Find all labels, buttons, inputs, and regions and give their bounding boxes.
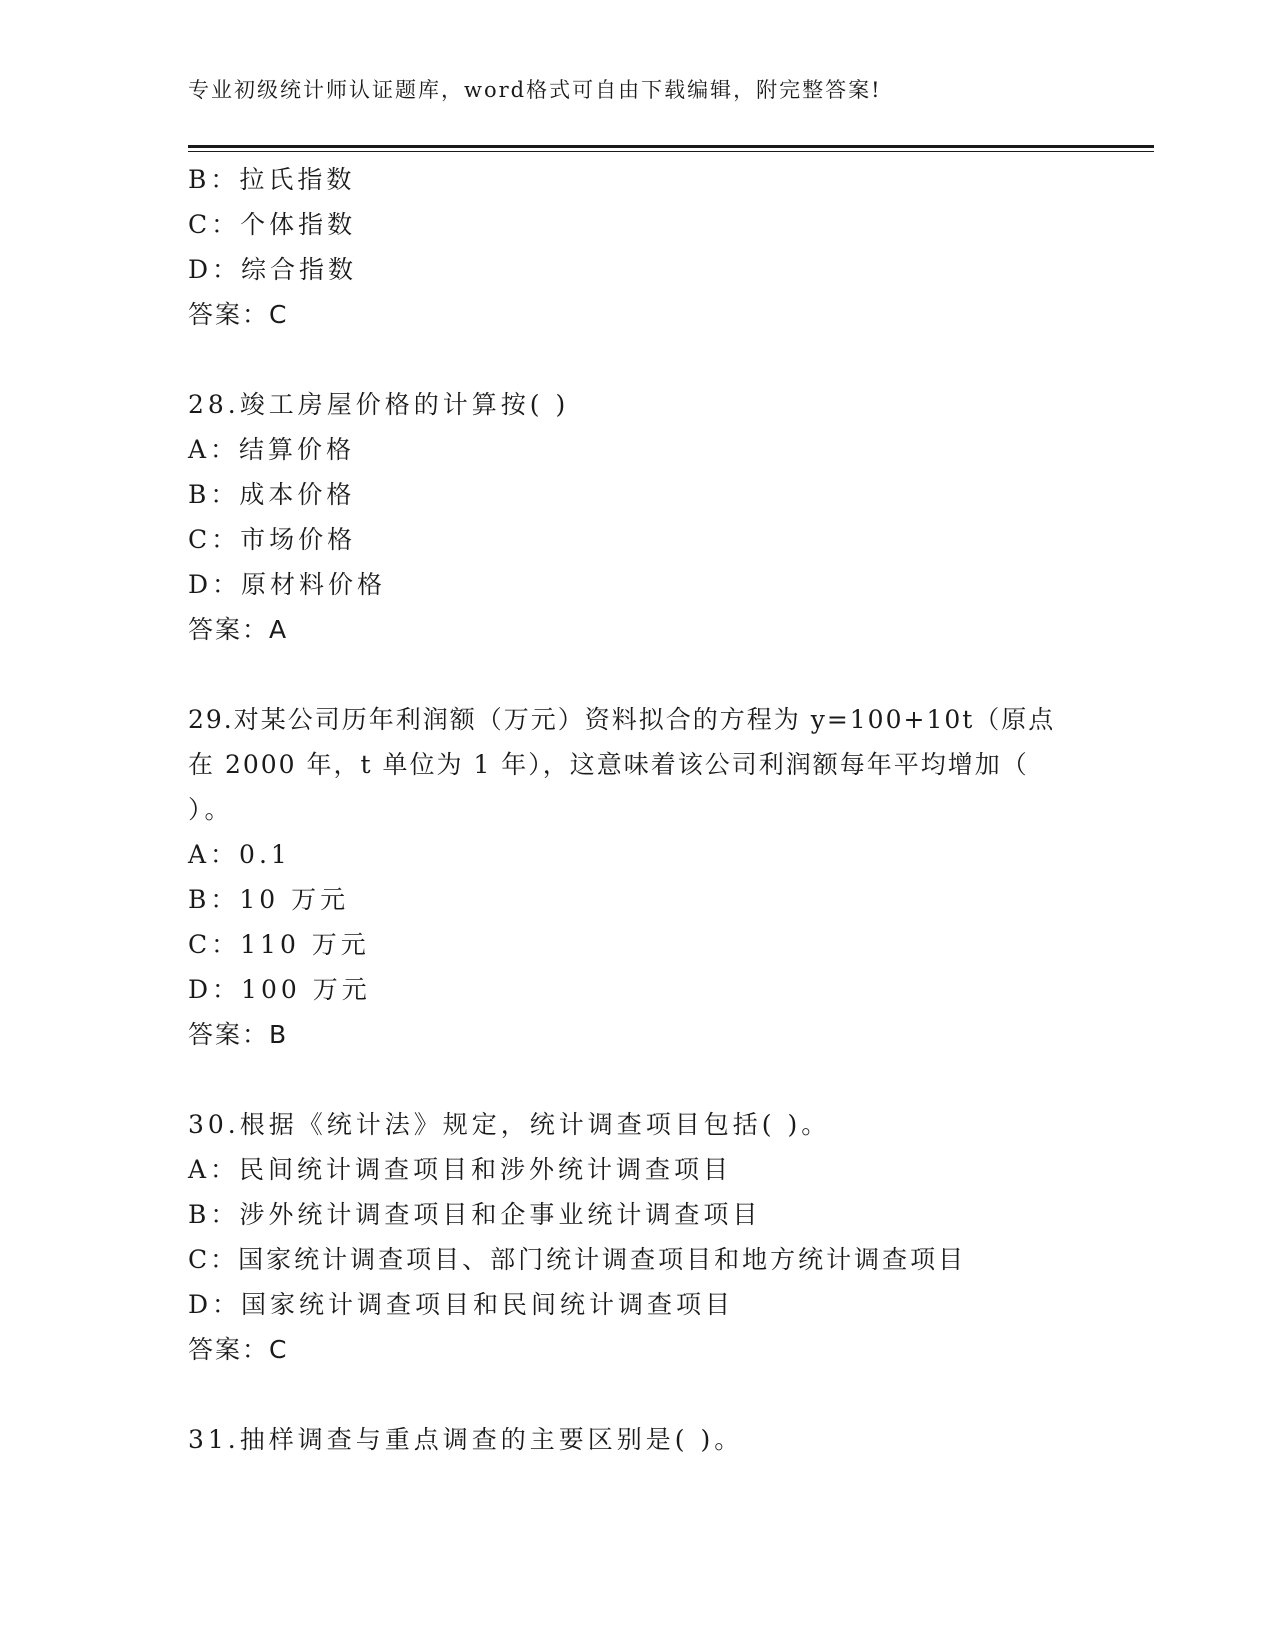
q27-answer: 答案：C (188, 300, 289, 329)
page-header: 专业初级统计师认证题库，word格式可自由下载编辑，附完整答案! (188, 78, 882, 102)
q29-answer: 答案：B (188, 1020, 289, 1049)
header-rule-thin (188, 151, 1154, 152)
q30-option-d: D：国家统计调查项目和民间统计调查项目 (188, 1290, 735, 1319)
q29-stem-line-1: 29.对某公司历年利润额（万元）资料拟合的方程为 y=100+10t（原点 (188, 705, 1056, 734)
header-rule-thick (188, 145, 1154, 148)
q28-answer: 答案：A (188, 615, 289, 644)
q29-stem-line-3: ）。 (188, 795, 234, 824)
q27-option-c: C：个体指数 (188, 210, 357, 239)
q30-option-b: B：涉外统计调查项目和企事业统计调查项目 (188, 1200, 762, 1229)
q30-option-a: A：民间统计调查项目和涉外统计调查项目 (188, 1155, 733, 1184)
q29-stem-line-2: 在 2000 年，t 单位为 1 年），这意味着该公司利润额每年平均增加（ (188, 750, 1029, 779)
q28-option-a: A：结算价格 (188, 435, 356, 464)
q28-stem: 28.竣工房屋价格的计算按( ) (188, 390, 570, 419)
q30-stem: 30.根据《统计法》规定，统计调查项目包括( )。 (188, 1110, 831, 1139)
q29-option-d: D：100 万元 (188, 975, 371, 1004)
q30-answer: 答案：C (188, 1335, 289, 1364)
q27-option-d: D：综合指数 (188, 255, 358, 284)
q28-option-d: D：原材料价格 (188, 570, 387, 599)
q28-option-b: B：成本价格 (188, 480, 356, 509)
q28-option-c: C：市场价格 (188, 525, 357, 554)
q29-option-b: B：10 万元 (188, 885, 350, 914)
q29-option-a: A：0.1 (188, 840, 291, 869)
q30-option-c: C：国家统计调查项目、部门统计调查项目和地方统计调查项目 (188, 1245, 967, 1274)
q29-option-c: C：110 万元 (188, 930, 370, 959)
q31-stem: 31.抽样调查与重点调查的主要区别是( )。 (188, 1425, 744, 1454)
q27-option-b: B：拉氏指数 (188, 165, 356, 194)
